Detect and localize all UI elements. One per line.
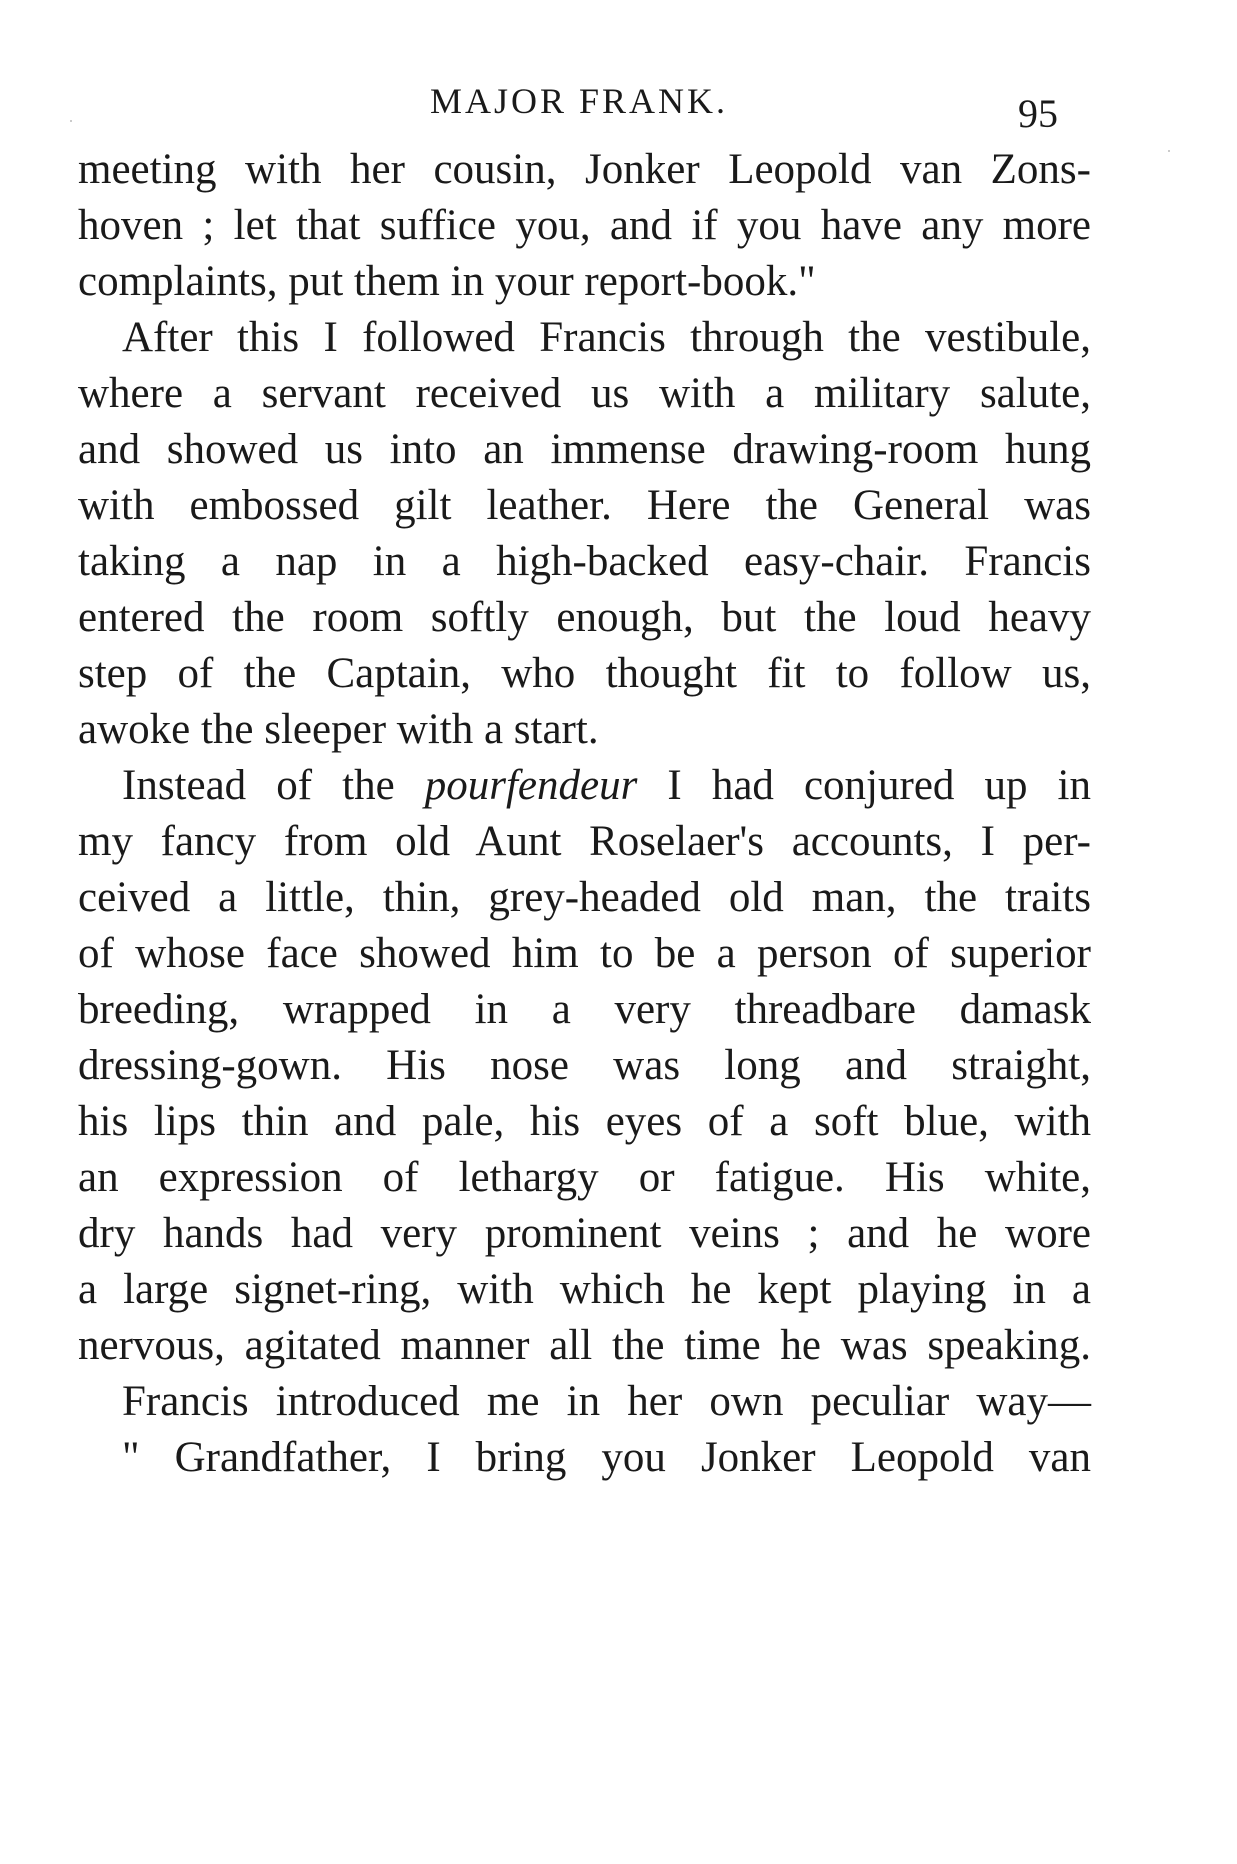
text-line: meeting with her cousin, Jonker Leopold van Zons- (78, 146, 1091, 193)
text-line: hoven ; let that suffice you, and if you have any more (78, 202, 1091, 249)
text-line: breeding, wrapped in a very threadbare damask (78, 986, 1091, 1033)
text-line: of whose face showed him to be a person of superior (78, 930, 1091, 977)
paragraph-start-line: Francis introduced me in her own peculiar way— (122, 1378, 1091, 1425)
text-line: ceived a little, thin, grey-headed old man, the traits (78, 874, 1091, 921)
text-line: nervous, agitated manner all the time he was speaking. (78, 1322, 1091, 1369)
text-line: a large signet-ring, with which he kept playing in a (78, 1266, 1091, 1313)
text-line: dry hands had very prominent veins ; and he wore (78, 1210, 1091, 1257)
text-line: awoke the sleeper with a start. (78, 706, 599, 753)
text-line: complaints, put them in your report-book." (78, 258, 816, 305)
text-line: his lips thin and pale, his eyes of a soft blue, with (78, 1098, 1091, 1145)
text-line: step of the Captain, who thought fit to follow us, (78, 650, 1091, 697)
text-line: and showed us into an immense drawing-room hung (78, 426, 1091, 473)
text-line: taking a nap in a high-backed easy-chair. Francis (78, 538, 1091, 585)
running-head-title: MAJOR FRANK. (430, 81, 729, 121)
text-line: dressing-gown. His nose was long and straight, (78, 1042, 1091, 1089)
text-line: with embossed gilt leather. Here the General was (78, 482, 1091, 529)
text-line: an expression of lethargy or fatigue. His white, (78, 1154, 1091, 1201)
text-line: entered the room softly enough, but the loud heavy (78, 594, 1091, 641)
italic-word: pourfendeur (424, 762, 638, 809)
text-line: my fancy from old Aunt Roselaer's accounts, I per- (78, 818, 1091, 865)
line-suffix: I had conjured up in (667, 762, 1091, 809)
paper-speck (1168, 150, 1170, 152)
page-number: 95 (1018, 91, 1058, 136)
line-prefix: Instead of the (122, 762, 425, 809)
paper-speck (70, 120, 72, 122)
paragraph-start-line: After this I followed Francis through the vestibule, (122, 314, 1091, 361)
paragraph-start-line (122, 758, 1091, 814)
text-line: where a servant received us with a military salute, (78, 370, 1091, 417)
paragraph-start-line: " Grandfather, I bring you Jonker Leopold van (122, 1434, 1091, 1481)
